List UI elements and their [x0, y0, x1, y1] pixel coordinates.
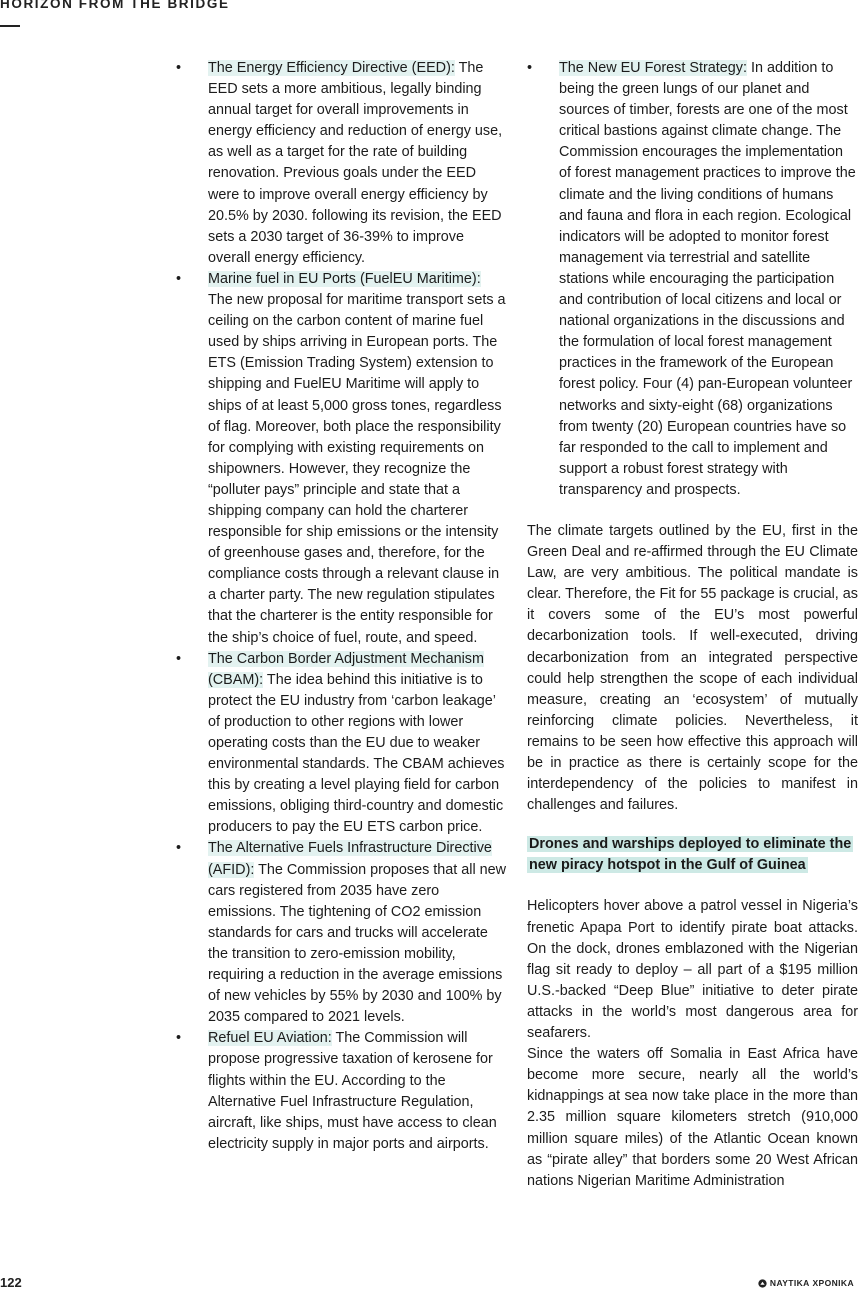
bullet-icon: •: [176, 60, 182, 76]
list-item-eed: [176, 58, 508, 269]
publication-brand: [758, 1278, 854, 1288]
naftika-chronika-logo-icon: [758, 1279, 767, 1288]
item-text: The Commission will propose progressive taxation of kerosene for flights within the EU. According to the Alternative Fuel Infrastructure Regulation, aircraft, like ships, must have access to clean electricity supply in major ports and airports.: [208, 1030, 497, 1152]
list-item-afid: [176, 838, 508, 1028]
bullet-icon: •: [176, 840, 182, 857]
policy-list: [176, 58, 508, 1155]
item-heading: Refuel EU Aviation:: [208, 1030, 332, 1047]
item-heading: Marine fuel in EU Ports (FuelEU Maritime):: [208, 270, 481, 287]
item-heading: The Alternative Fuels Infrastructure Directive (AFID):: [208, 840, 492, 878]
body-paragraph-apapa-port: Helicopters hover above a patrol vessel in Nigeria’s frenetic Apapa Port to identify pirate boat attacks. On the dock, drones emblazoned with the Nigerian flag sit ready to deploy – all part of a $195 million U.S.-backed “Deep Blue” initiative to deter pirate attacks in the world’s most dangerous area for seafarers.: [527, 898, 858, 1042]
list-item-cbam: [176, 649, 508, 839]
body-paragraph-pirate-alley: Since the waters off Somalia in East Africa have become more secure, nearly all the world’s kidnappings at sea now take place in the more than 2.35 million square kilometers stretch (910,000 million square miles) of the Atlantic Ocean known as “pirate alley” that borders some 20 West African nations Nigerian Maritime Administration: [527, 1046, 858, 1189]
bullet-icon: •: [176, 650, 182, 667]
left-column: [176, 58, 508, 1155]
header-rule: [0, 25, 20, 27]
item-text: The new proposal for maritime transport sets a ceiling on the carbon content of marine fuel used by ships arriving in European ports. The ETS (Emission Trading System) extension to shipping and FuelEU Maritime will apply to ships of at least 5,000 gross tones, regardless of flag. Moreover, both place the responsibility for complying with existing requirements on shipowners. However, they recognize the “polluter pays” principle and state that a shipping company can hold the charterer responsible for ship emissions or the intensity of greenhouse gases and, therefore, for the compliance costs through a relevant clause in a charter party. The new regulation stipulates that the charterer is the entity responsible for the ship’s choice of fuel, route, and speed.: [208, 292, 506, 646]
item-heading: The New EU Forest Strategy:: [559, 60, 747, 76]
right-column: [527, 58, 858, 1192]
bullet-icon: •: [176, 1030, 182, 1047]
bullet-icon: •: [176, 270, 182, 287]
item-heading: The Energy Efficiency Directive (EED):: [208, 60, 455, 76]
body-paragraph-climate-targets: The climate targets outlined by the EU, first in the Green Deal and re-affirmed through the EU Climate Law, are very ambitious. The political mandate is clear. Therefore, the Fit for 55 package is crucial, as it covers some of the EU’s most powerful decarbonization tools. If well-executed, driving decarbonization from an integrated perspective could help strengthen the scope of each individual measure, creating an ‘ecosystem’ of mutually reinforcing climate policies. Nevertheless, it remains to be seen how effective this approach will be in practice as there is certainly scope for the interdependency of the policies to manifest in challenges and failures.: [527, 522, 858, 814]
item-heading: The Carbon Border Adjustment Mechanism (CBAM):: [208, 650, 484, 688]
list-item-forest-strategy: [527, 58, 858, 501]
list-item-fueleu: [176, 269, 508, 649]
bullet-icon: •: [527, 60, 533, 76]
item-text: The Commission proposes that all new cars registered from 2035 have zero emissions. The tightening of CO2 emission standards for cars and trucks will accelerate the transition to zero-emission mobility, requiring a reduction in the average emissions of new vehicles by 55% by 2030 and 100% by 2035 compared to 2021 levels.: [208, 861, 507, 1026]
item-text: In addition to being the green lungs of our planet and sources of timber, forests are one of the most critical bastions against climate change. The Commission encourages the implementation of forest management practices to improve the climate and the living conditions of humans and fauna and flora in each region. Ecological indicators will be adopted to monitor forest management via terrestrial and satellite stations while encouraging the participation and contribution of local citizens and local or national organizations in the discussions and the formulation of local forest management practices in the framework of the European forest policy. Four (4) pan-European volunteer networks and sixty-eight (68) organizations from twenty (20) European countries have so far responded to the call to implement and support a robust forest strategy with transparency and prospects.: [559, 60, 856, 498]
list-item-refuel-aviation: [176, 1028, 508, 1155]
forest-strategy-list: [527, 58, 858, 501]
page-number: 122: [0, 1275, 22, 1290]
publication-name: ΝΑΥΤΙΚΑ ΧΡΟΝΙΚΑ: [769, 1278, 854, 1288]
running-title: HORIZON FROM THE BRIDGE: [0, 0, 230, 11]
section-heading-text: Drones and warships deployed to eliminate the new piracy hotspot in the Gulf of Guinea: [529, 836, 852, 874]
item-text: The EED sets a more ambitious, legally binding annual target for overall improvements in energy efficiency and reduction of energy use, as well as a target for the rate of building renovation. Previous goals under the EED were to improve overall energy efficiency by 20.5% by 2030. following its revision, the EED sets a 2030 target of 36-39% to improve overall energy efficiency.: [208, 60, 503, 266]
section-heading: [527, 834, 858, 876]
item-text: The idea behind this initiative is to protect the EU industry from ‘carbon leakage’ of production to other regions with lower operating costs than the EU due to weaker environmental standards. The CBAM achieves this by creating a level playing field for carbon emissions, obliging third-country and domestic producers to pay the EU ETS carbon price.: [208, 671, 505, 836]
